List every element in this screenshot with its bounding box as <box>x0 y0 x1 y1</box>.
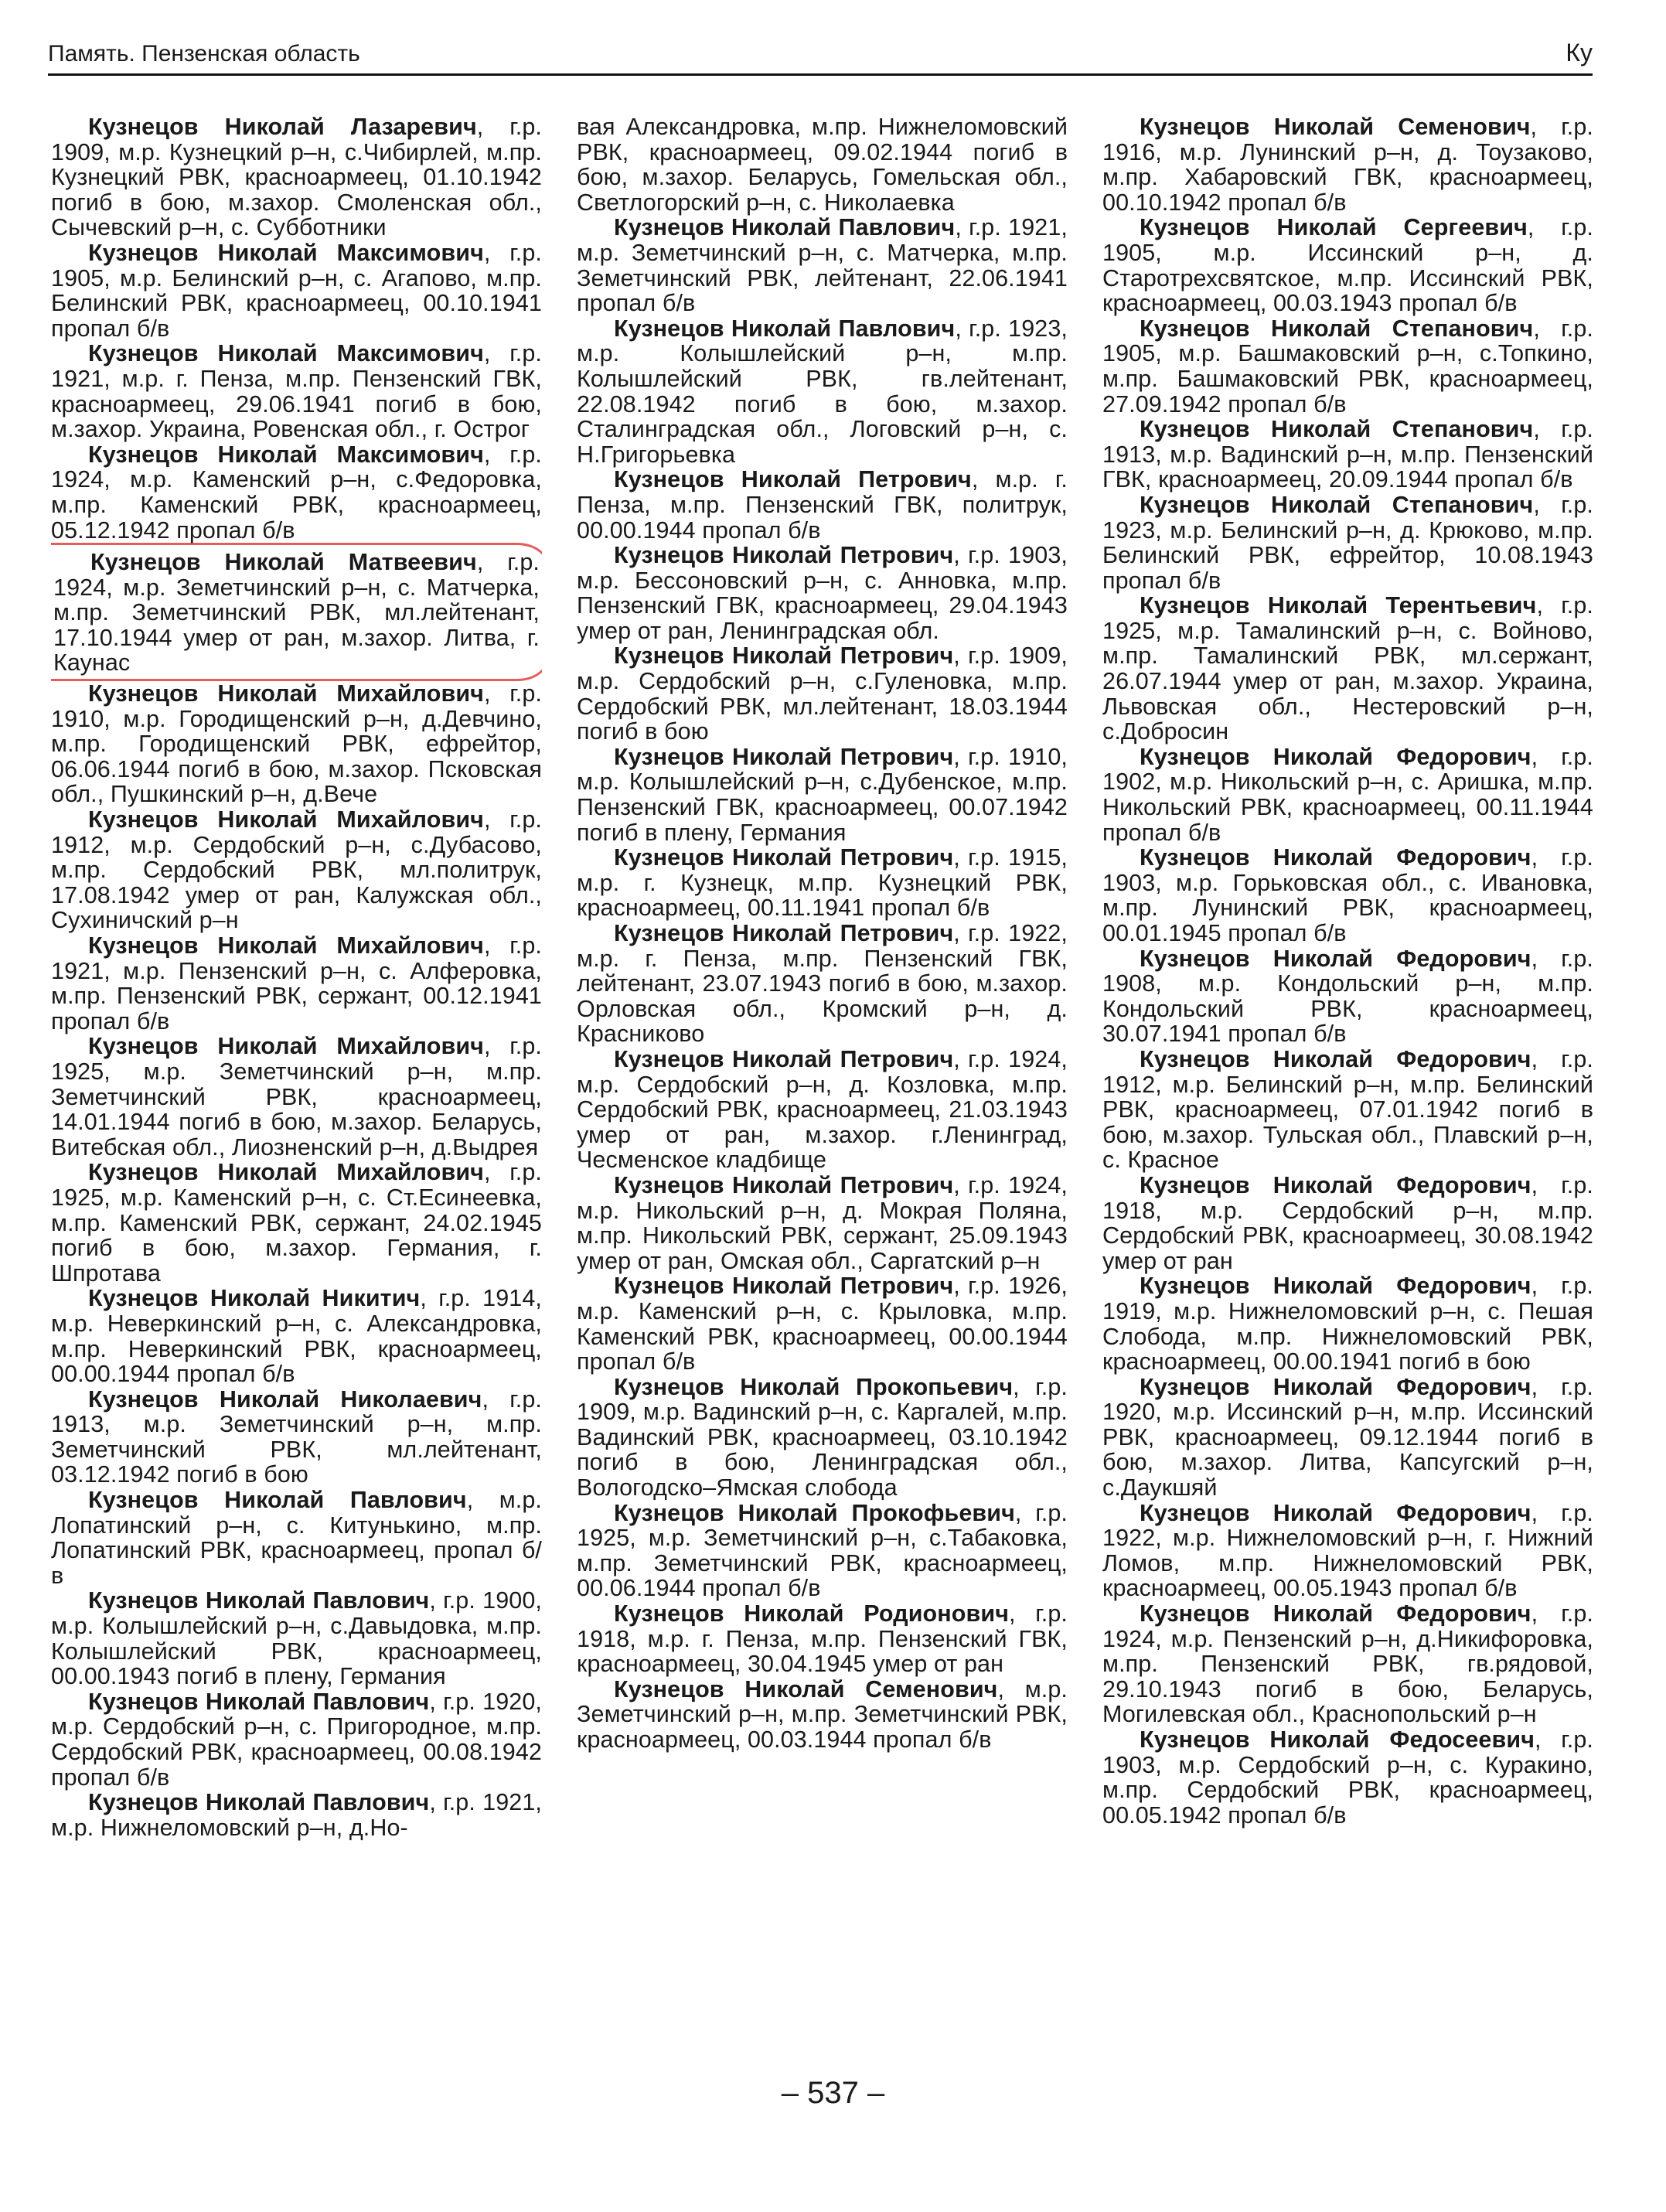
entry-name: Кузнецов Николай Федорович <box>1140 1600 1531 1627</box>
entry-details: , г.р. 1913, м.р. Земетчинский р–н, м.пр. Земетчинский РВК, мл.лейтенант, 03.12.1942 погиб в бою <box>51 1385 542 1488</box>
entry-name: Кузнецов Николай Павлович <box>614 315 956 342</box>
entry-details: , г.р. 1921, м.р. Пензенский р–н, с. Алферовка, м.пр. Пензенский РВК, сержант, 00.12.1941 пропал б/в <box>51 932 542 1034</box>
entry <box>51 1790 542 1840</box>
entry <box>1102 316 1593 417</box>
entry-details: , м.р. г. Пенза, м.пр. Пензенский ГВК, политрук, 00.00.1944 пропал б/в <box>577 466 1068 544</box>
entry-name: Кузнецов Николай Федорович <box>1140 1373 1531 1400</box>
entry-details: , г.р. 1905, м.р. Башмаковский р–н, с.Топкино, м.пр. Башмаковский РВК, красноармеец, 27.09.1942 пропал б/в <box>1102 315 1593 418</box>
entry-details: , г.р. 1921, м.р. г. Пенза, м.пр. Пензенский ГВК, красноармеец, 29.06.1941 погиб в бою, м.захор. Украина, Ровенская обл., г. Острог <box>51 340 542 443</box>
entry-name: Кузнецов Николай Петрович <box>614 844 954 871</box>
entry-name: Кузнецов Николай Родионович <box>614 1600 1010 1627</box>
entry <box>51 442 542 543</box>
entry <box>51 543 542 681</box>
entry-name: Кузнецов Николай Михайлович <box>88 680 484 707</box>
entry-name: Кузнецов Николай Лазаревич <box>88 114 477 140</box>
entry <box>51 933 542 1034</box>
entry-name: Кузнецов Николай Федорович <box>1140 945 1531 972</box>
entry-details: , г.р. 1915, м.р. г. Кузнецк, м.пр. Кузнецкий РВК, красноармеец, 00.11.1941 пропал б/в <box>577 844 1068 922</box>
entry-name: Кузнецов Николай Терентьевич <box>1140 592 1537 619</box>
entry <box>51 114 542 240</box>
entry-name: Кузнецов Николай Николаевич <box>88 1385 482 1413</box>
entry <box>577 1273 1068 1374</box>
entry-details: , г.р. 1925, м.р. Земетчинский р–н, м.пр. Земетчинский РВК, красноармеец, 14.01.1944 погиб в бою, м.захор. Беларусь, Витебская обл., Лиозненский р–н, д.Выдрея <box>51 1033 542 1161</box>
entry-details: , м.р. Земетчинский р–н, м.пр. Земетчинский РВК, красноармеец, 00.03.1944 пропал б/в <box>577 1675 1068 1753</box>
entry <box>51 807 542 933</box>
entry-details: , г.р. 1913, м.р. Вадинский р–н, м.пр. Пензенский ГВК, красноармеец, 20.09.1944 пропал б/в <box>1102 416 1593 493</box>
entry <box>577 543 1068 643</box>
entry-name: Кузнецов Николай Павлович <box>88 1688 430 1715</box>
entry <box>577 1173 1068 1273</box>
entry-name: Кузнецов Николай Федорович <box>1140 1499 1531 1526</box>
entry-details: , г.р. 1924, м.р. Земетчинский р–н, с. Матчерка, м.пр. Земетчинский РВК, мл.лейтенант, 17.10.1944 умер от ран, м.захор. Литва, г. Каунас <box>53 549 540 677</box>
entry-name: Кузнецов Николай Степанович <box>1140 416 1534 443</box>
entry <box>577 114 1068 215</box>
column-3 <box>1102 114 1593 2024</box>
entry <box>51 1689 542 1790</box>
entry-details: , г.р. 1920, м.р. Иссинский р–н, м.пр. Иссинский РВК, красноармеец, 09.12.1944 погиб в бою, м.захор. Литва, Капсугский р–н, с.Даукшяй <box>1102 1373 1593 1501</box>
entry-details: , г.р. 1910, м.р. Колышлейский р–н, с.Дубенское, м.пр. Пензенский ГВК, красноармеец, 00.07.1942 погиб в плену, Германия <box>577 743 1068 846</box>
entry <box>1102 1047 1593 1173</box>
entry-name: Кузнецов Николай Семенович <box>1140 114 1531 140</box>
entry <box>577 1601 1068 1677</box>
entry-details: , г.р. 1916, м.р. Лунинский р–н, д. Тоузаково, м.пр. Хабаровский ГВК, красноармеец, 00.10.1942 пропал б/в <box>1102 114 1593 216</box>
entry-name: Кузнецов Николай Федорович <box>1140 1045 1531 1072</box>
entry-details: , г.р. 1922, м.р. Нижнеломовский р–н, г. Нижний Ломов, м.пр. Нижнеломовский РВК, красноармеец, 00.05.1943 пропал б/в <box>1102 1499 1593 1602</box>
entry <box>577 845 1068 921</box>
entry-name: Кузнецов Николай Петрович <box>614 743 954 770</box>
running-title: Память. Пензенская область <box>48 41 360 66</box>
entry <box>1102 593 1593 745</box>
entry-details: , г.р. 1924, м.р. Никольский р–н, д. Мокрая Поляна, м.пр. Никольский РВК, сержант, 25.09.1943 умер от ран, Омская обл., Саргатский р–н <box>577 1171 1068 1274</box>
entry-name: Кузнецов Николай Прокофьевич <box>614 1499 1015 1526</box>
entry-details: , г.р. 1918, м.р. г. Пенза, м.пр. Пензенский ГВК, красноармеец, 30.04.1945 умер от ран <box>577 1600 1068 1678</box>
entry-details: , г.р. 1902, м.р. Никольский р–н, с. Аришка, м.пр. Никольский РВК, красноармеец, 00.11.1944 пропал б/в <box>1102 743 1593 846</box>
entry <box>51 681 542 807</box>
entry-name: Кузнецов Николай Федорович <box>1140 1273 1531 1300</box>
entry <box>577 316 1068 468</box>
entry <box>577 745 1068 845</box>
entry-details: , г.р. 1922, м.р. г. Пенза, м.пр. Пензенский ГВК, лейтенант, 23.07.1943 погиб в бою, м.захор. Орловская обл., Кромский р–н, д. Красниково <box>577 920 1068 1048</box>
entry-details: , г.р. 1920, м.р. Сердобский р–н, с. Пригородное, м.пр. Сердобский РВК, красноармеец, 00.08.1942 пропал б/в <box>51 1688 542 1791</box>
entry-name: Кузнецов Николай Михайлович <box>88 932 484 959</box>
entry-details: вая Александровка, м.пр. Нижнеломовский РВК, красноармеец, 09.02.1944 погиб в бою, м.захор. Беларусь, Гомельская обл., Светлогорский р–н, с. Николаевка <box>577 114 1068 216</box>
entry-name: Кузнецов Николай Степанович <box>1140 315 1534 342</box>
entry <box>1102 1601 1593 1727</box>
entry-name: Кузнецов Николай Павлович <box>614 214 956 241</box>
entry-name: Кузнецов Николай Матвеевич <box>90 549 477 576</box>
section-marker: Ку <box>1565 39 1593 66</box>
entry-name: Кузнецов Николай Михайлович <box>88 1159 484 1186</box>
entry <box>1102 845 1593 946</box>
entry <box>51 1488 542 1588</box>
entry-name: Кузнецов Николай Сергеевич <box>1140 214 1528 241</box>
page-number: – 537 – <box>781 2076 885 2110</box>
entry-name: Кузнецов Николай Максимович <box>88 340 484 367</box>
entry-details: , г.р. 1923, м.р. Белинский р–н, д. Крюково, м.пр. Белинский РВК, ефрейтор, 10.08.1943 пропал б/в <box>1102 491 1593 594</box>
entry-details: , г.р. 1905, м.р. Белинский р–н, с. Агапово, м.пр. Белинский РВК, красноармеец, 00.10.1941 пропал б/в <box>51 239 542 342</box>
entry <box>1102 1727 1593 1828</box>
entry <box>1102 745 1593 845</box>
entry <box>51 1034 542 1160</box>
entry-details: , г.р. 1924, м.р. Сердобский р–н, д. Козловка, м.пр. Сердобский РВК, красноармеец, 21.03.1943 умер от ран, м.захор. г.Ленинград, Чесменское кладбище <box>577 1045 1068 1174</box>
entry-name: Кузнецов Николай Степанович <box>1140 491 1534 518</box>
entry-name: Кузнецов Николай Павлович <box>88 1587 430 1614</box>
entry-details: , г.р. 1900, м.р. Колышлейский р–н, с.Давыдовка, м.пр. Колышлейский РВК, красноармеец, 00.00.1943 погиб в плену, Германия <box>51 1587 542 1690</box>
entry-details: , г.р. 1924, м.р. Пензенский р–н, д.Никифоровка, м.пр. Пензенский РВК, гв.рядовой, 29.10.1943 погиб в бою, Беларусь, Могилевская обл., Краснопольский р–н <box>1102 1600 1593 1728</box>
entry-details: , г.р. 1903, м.р. Горьковская обл., с. Ивановка, м.пр. Лунинский РВК, красноармеец, 00.01.1945 пропал б/в <box>1102 844 1593 946</box>
entry-details: , г.р. 1912, м.р. Сердобский р–н, с.Дубасово, м.пр. Сердобский РВК, мл.политрук, 17.08.1942 умер от ран, Калужская обл., Сухиничский р–н <box>51 806 542 934</box>
entry-name: Кузнецов Николай Семенович <box>614 1675 998 1702</box>
entry-name: Кузнецов Николай Прокопьевич <box>614 1373 1014 1400</box>
entry-name: Кузнецов Николай Петрович <box>614 642 954 670</box>
entry <box>51 1387 542 1488</box>
entry <box>1102 946 1593 1047</box>
entry <box>51 341 542 441</box>
entry <box>1102 1173 1593 1273</box>
entry-name: Кузнецов Николай Петрович <box>614 542 954 569</box>
entry <box>51 1286 542 1386</box>
entry-details: , г.р. 1925, м.р. Тамалинский р–н, с. Войново, м.пр. Тамалинский РВК, мл.сержант, 26.07.1944 умер от ран, м.захор. Украина, Львовская обл., Нестеровский р–н, с.Добросин <box>1102 592 1593 745</box>
entry-details: , г.р. 1909, м.р. Кузнецкий р–н, с.Чибирлей, м.пр. Кузнецкий РВК, красноармеец, 01.10.1942 погиб в бою, м.захор. Смоленская обл., Сычевский р–н, с. Субботники <box>51 114 542 241</box>
entry-details: , г.р. 1909, м.р. Вадинский р–н, с. Каргалей, м.пр. Вадинский РВК, красноармеец, 03.10.1942 погиб в бою, Ленинградская обл., Вологодско–Ямская слобода <box>577 1373 1068 1501</box>
entry <box>577 1677 1068 1753</box>
entry <box>1102 493 1593 593</box>
entry-details: , г.р. 1918, м.р. Сердобский р–н, м.пр. Сердобский РВК, красноармеец, 30.08.1942 умер от ран <box>1102 1171 1593 1274</box>
entry-name: Кузнецов Николай Максимович <box>88 441 484 468</box>
entry-details: , г.р. 1925, м.р. Земетчинский р–н, с.Табаковка, м.пр. Земетчинский РВК, красноармеец, 00.06.1944 пропал б/в <box>577 1499 1068 1602</box>
entry-details: , г.р. 1923, м.р. Колышлейский р–н, м.пр. Колышлейский РВК, гв.лейтенант, 22.08.1942 погиб в бою, м.захор. Сталинградская обл., Логовский р–н, с. Н.Григорьевка <box>577 315 1068 468</box>
entry-name: Кузнецов Николай Максимович <box>88 239 484 266</box>
column-2 <box>577 114 1068 2024</box>
entry-details: , г.р. 1909, м.р. Сердобский р–н, с.Гуленовка, м.пр. Сердобский РВК, мл.лейтенант, 18.03.1944 погиб в бою <box>577 642 1068 745</box>
page-header <box>48 29 1593 76</box>
entry <box>1102 1375 1593 1501</box>
entry <box>577 467 1068 543</box>
entries-columns <box>51 114 1593 2024</box>
entry-name: Кузнецов Николай Михайлович <box>88 806 484 833</box>
entry <box>577 1047 1068 1173</box>
entry <box>577 1501 1068 1601</box>
entry-name: Кузнецов Николай Михайлович <box>88 1033 484 1060</box>
entry-details: , г.р. 1905, м.р. Иссинский р–н, д. Старотрехсвятское, м.пр. Иссинский РВК, красноармеец, 00.03.1943 пропал б/в <box>1102 214 1593 317</box>
entry-details: , г.р. 1910, м.р. Городищенский р–н, д.Девчино, м.пр. Городищенский РВК, ефрейтор, 06.06.1944 погиб в бою, м.захор. Псковская обл., Пушкинский р–н, д.Вече <box>51 680 542 808</box>
entry-details: , г.р. 1926, м.р. Каменский р–н, с. Крыловка, м.пр. Каменский РВК, красноармеец, 00.00.1944 пропал б/в <box>577 1273 1068 1375</box>
entry <box>51 240 542 341</box>
entry-name: Кузнецов Николай Павлович <box>88 1487 467 1514</box>
entry-name: Кузнецов Николай Петрович <box>614 920 954 946</box>
entry <box>1102 215 1593 315</box>
entry-details: , г.р. 1908, м.р. Кондольский р–н, м.пр. Кондольский РВК, красноармеец, 30.07.1941 пропал б/в <box>1102 945 1593 1048</box>
entry-name: Кузнецов Николай Никитич <box>88 1285 421 1312</box>
entry <box>51 1160 542 1286</box>
entry <box>1102 1273 1593 1374</box>
entry-details: , г.р. 1925, м.р. Каменский р–н, с. Ст.Есинеевка, м.пр. Каменский РВК, сержант, 24.02.1945 погиб в бою, м.захор. Германия, г. Шпротава <box>51 1159 542 1287</box>
entry-details: , г.р. 1903, м.р. Бессоновский р–н, с. Анновка, м.пр. Пензенский ГВК, красноармеец, 29.04.1943 умер от ран, Ленинградская обл. <box>577 542 1068 644</box>
entry-details: , г.р. 1912, м.р. Белинский р–н, м.пр. Белинский РВК, красноармеец, 07.01.1942 погиб в бою, м.захор. Тульская обл., Плавский р–н, с. Красное <box>1102 1045 1593 1174</box>
entry-name: Кузнецов Николай Петрович <box>614 466 972 493</box>
entry <box>1102 114 1593 215</box>
entry-details: , г.р. 1903, м.р. Сердобский р–н, с. Куракино, м.пр. Сердобский РВК, красноармеец, 00.05.1942 пропал б/в <box>1102 1726 1593 1829</box>
entry-name: Кузнецов Николай Федосеевич <box>1140 1726 1535 1753</box>
entry <box>577 643 1068 744</box>
entry-details: , м.р. Лопатинский р–н, с. Китунькино, м.пр. Лопатинский РВК, красноармеец, пропал б/в <box>51 1487 542 1589</box>
entry <box>1102 417 1593 493</box>
entry-name: Кузнецов Николай Федорович <box>1140 844 1531 871</box>
entry-name: Кузнецов Николай Петрович <box>614 1045 954 1072</box>
entry <box>577 921 1068 1047</box>
entry-name: Кузнецов Николай Федорович <box>1140 1171 1531 1198</box>
entry-details: , г.р. 1921, м.р. Земетчинский р–н, с. Матчерка, м.пр. Земетчинский РВК, лейтенант, 22.06.1941 пропал б/в <box>577 214 1068 317</box>
entry <box>577 215 1068 315</box>
entry-name: Кузнецов Николай Петрович <box>614 1171 954 1198</box>
entry <box>51 1588 542 1689</box>
entry-name: Кузнецов Николай Павлович <box>88 1789 430 1816</box>
entry-details: , г.р. 1914, м.р. Неверкинский р–н, с. Александровка, м.пр. Неверкинский РВК, красноармеец, 00.00.1944 пропал б/в <box>51 1285 542 1388</box>
entry <box>1102 1501 1593 1601</box>
column-1 <box>51 114 542 2024</box>
entry-details: , г.р. 1921, м.р. Нижнеломовский р–н, д.Но- <box>51 1789 542 1841</box>
entry-details: , г.р. 1924, м.р. Каменский р–н, с.Федоровка, м.пр. Каменский РВК, красноармеец, 05.12.1942 пропал б/в <box>51 441 542 544</box>
entry-name: Кузнецов Николай Петрович <box>614 1273 954 1300</box>
entry-name: Кузнецов Николай Федорович <box>1140 743 1531 770</box>
entry-details: , г.р. 1919, м.р. Нижнеломовский р–н, с. Пешая Слобода, м.пр. Нижнеломовский РВК, красноармеец, 00.00.1941 погиб в бою <box>1102 1273 1593 1375</box>
entry <box>577 1375 1068 1501</box>
